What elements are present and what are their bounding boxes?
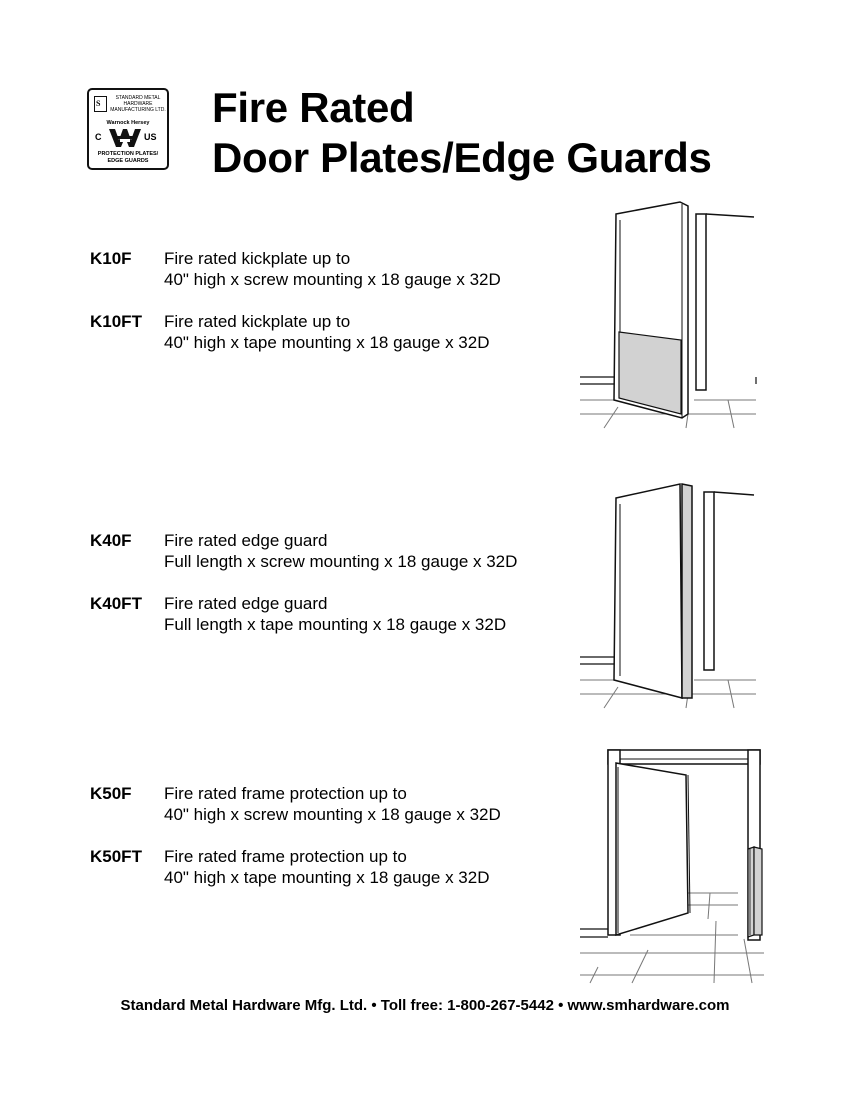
product-code: K10F [90,249,132,268]
product-description: Fire rated edge guard Full length x tape mounting x 18 gauge x 32D [164,594,507,634]
company-logo-icon: S [94,96,107,112]
product-description: Fire rated kickplate up to 40" high x tape mounting x 18 gauge x 32D [164,312,490,352]
badge-left-mark: C [95,132,102,142]
product-description: Fire rated frame protection up to 40" high x screw mounting x 18 gauge x 32D [164,784,501,824]
title-line-1: Fire Rated [212,84,415,131]
certification-badge [87,88,169,170]
badge-mark-row [89,128,167,148]
page-title [212,83,712,183]
badge-lab-name: Warnock Hersey [106,120,150,126]
badge-right-mark: US [144,132,157,142]
edge-guard-shape [682,484,692,698]
product-code: K10FT [90,312,142,331]
product-description: Fire rated edge guard Full length x screw mounting x 18 gauge x 32D [164,531,518,571]
product-code: K50F [90,784,132,803]
product-description: Fire rated kickplate up to 40" high x screw mounting x 18 gauge x 32D [164,249,501,289]
frame-protection-shape-left [748,847,754,937]
edge-guard-door-illustration [578,480,758,710]
warnock-hersey-mark-icon [108,128,142,148]
title-line-2: Door Plates/Edge Guards [212,134,712,181]
badge-description: PROTECTION PLATES/ EDGE GUARDS [97,151,159,164]
footer-contact: Standard Metal Hardware Mfg. Ltd. • Toll free: 1-800-267-5442 • www.smhardware.com [120,997,730,1014]
frame-protection-shape-right [754,847,762,935]
badge-company-name: STANDARD METAL HARDWARE MANUFACTURING LTD. [110,95,166,113]
product-description: Fire rated frame protection up to 40" high x tape mounting x 18 gauge x 32D [164,847,490,887]
frame-protection-illustration [578,745,768,985]
product-code: K40FT [90,594,142,613]
kickplate-door-illustration [578,200,758,430]
product-code: K50FT [90,847,142,866]
product-code: K40F [90,531,132,550]
